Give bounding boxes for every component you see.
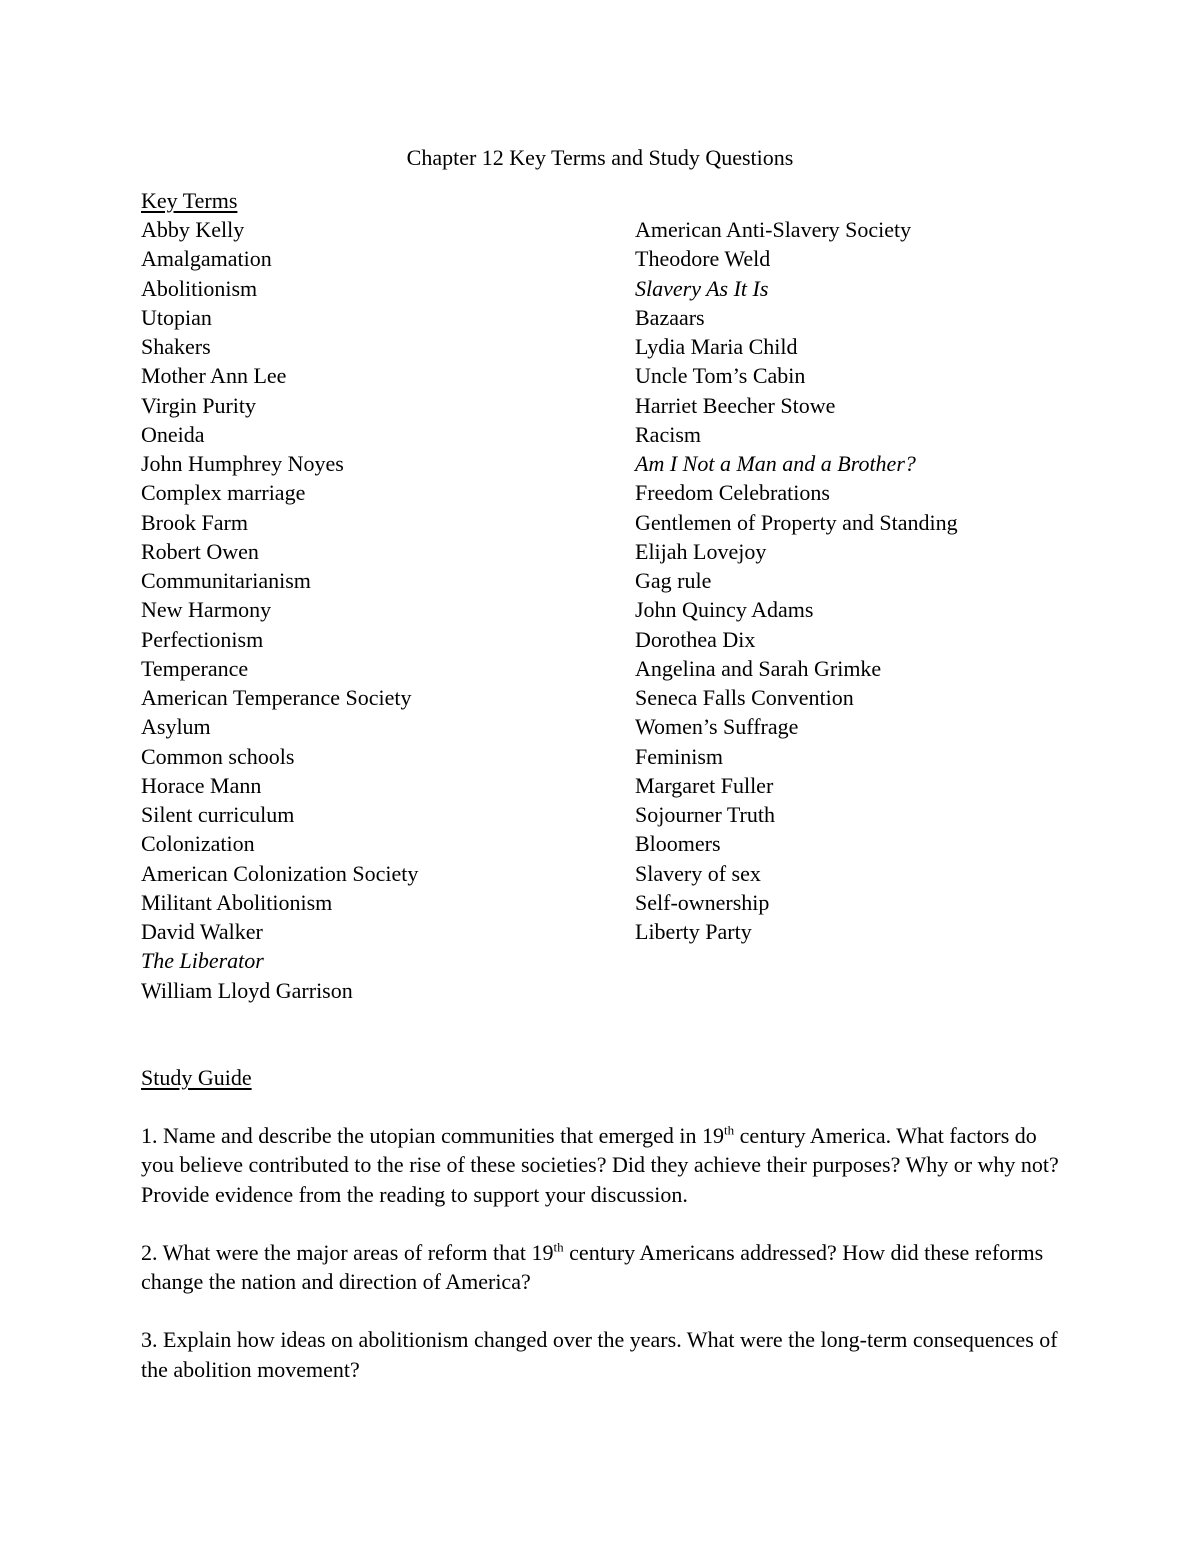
key-term: Theodore Weld xyxy=(635,246,771,272)
key-term: Self-ownership xyxy=(635,889,770,915)
key-term: Bloomers xyxy=(635,831,721,857)
key-term: John Quincy Adams xyxy=(635,597,814,623)
key-terms-right-column xyxy=(635,215,1105,946)
question-text: 3. Explain how ideas on abolitionism changed over the years. What were the long-term consequences of the abolition movement? xyxy=(141,1327,1058,1382)
key-term: John Humphrey Noyes xyxy=(141,451,344,476)
key-term: Horace Mann xyxy=(141,772,262,798)
key-term: Amalgamation xyxy=(141,246,272,272)
key-term: Temperance xyxy=(141,655,249,681)
key-terms-left-column xyxy=(141,215,611,1005)
key-term: Seneca Falls Convention xyxy=(635,685,854,710)
ordinal-superscript: th xyxy=(553,1239,564,1255)
key-term: Women’s Suffrage xyxy=(635,714,799,740)
ordinal-superscript: th xyxy=(724,1122,735,1138)
key-term: The Liberator xyxy=(141,948,264,974)
key-term: Dorothea Dix xyxy=(635,626,756,652)
key-term: Perfectionism xyxy=(141,626,264,652)
key-term: Liberty Party xyxy=(635,919,752,944)
key-term: Utopian xyxy=(141,304,212,330)
key-term: Colonization xyxy=(141,831,255,857)
key-term: Gag rule xyxy=(635,568,712,593)
key-term: Feminism xyxy=(635,743,724,769)
key-term: Sojourner Truth xyxy=(635,802,775,827)
key-term: American Colonization Society xyxy=(141,860,419,886)
key-term: Racism xyxy=(635,421,701,447)
key-term: Slavery of sex xyxy=(635,860,761,886)
key-term: Common schools xyxy=(141,743,295,769)
key-term: Communitarianism xyxy=(141,568,311,593)
key-term: Abby Kelly xyxy=(141,217,245,242)
key-term: Militant Abolitionism xyxy=(141,889,333,915)
key-term: Robert Owen xyxy=(141,538,259,564)
key-term: David Walker xyxy=(141,919,263,944)
key-term: Uncle Tom’s Cabin xyxy=(635,363,806,389)
key-term: William Lloyd Garrison xyxy=(141,977,353,1003)
key-term: American Anti-Slavery Society xyxy=(635,217,912,242)
key-term: Lydia Maria Child xyxy=(635,334,798,359)
study-question xyxy=(141,1325,1071,1384)
question-text: 2. What were the major areas of reform that 19 xyxy=(141,1239,554,1265)
key-terms-heading: Key Terms xyxy=(141,188,238,213)
study-question xyxy=(141,1121,1071,1209)
key-term: Asylum xyxy=(141,714,211,740)
key-term: Silent curriculum xyxy=(141,802,295,827)
key-term: Freedom Celebrations xyxy=(635,480,830,506)
key-term: Gentlemen of Property and Standing xyxy=(635,509,958,535)
page-title: Chapter 12 Key Terms and Study Questions xyxy=(406,145,794,170)
key-term: Oneida xyxy=(141,421,205,447)
key-term: Harriet Beecher Stowe xyxy=(635,392,836,418)
question-text-continued: century America. What factors do you believe contributed to the rise of these societies? Did they achieve their purposes? Why or why not? Provide evidence from the reading to support your discussion. xyxy=(141,1123,1059,1207)
key-term: Shakers xyxy=(141,334,211,359)
key-term: Brook Farm xyxy=(141,509,248,535)
key-term: Slavery As It Is xyxy=(635,275,769,301)
key-term: Elijah Lovejoy xyxy=(635,538,767,564)
study-question xyxy=(141,1238,1071,1297)
study-questions xyxy=(141,1121,1071,1413)
key-term: Abolitionism xyxy=(141,275,258,301)
key-term: Margaret Fuller xyxy=(635,772,774,798)
key-term: Mother Ann Lee xyxy=(141,363,287,389)
key-term: American Temperance Society xyxy=(141,685,412,710)
key-term: Virgin Purity xyxy=(141,392,257,418)
key-term: Am I Not a Man and a Brother? xyxy=(635,451,916,476)
key-term: Angelina and Sarah Grimke xyxy=(635,655,882,681)
key-term: Complex marriage xyxy=(141,480,306,506)
study-guide-heading: Study Guide xyxy=(141,1065,252,1090)
question-text-continued: century Americans addressed? How did these reforms change the nation and direction of America? xyxy=(141,1239,1044,1294)
key-term: Bazaars xyxy=(635,304,705,330)
key-term: New Harmony xyxy=(141,597,272,623)
question-text: 1. Name and describe the utopian communities that emerged in 19 xyxy=(141,1123,725,1148)
